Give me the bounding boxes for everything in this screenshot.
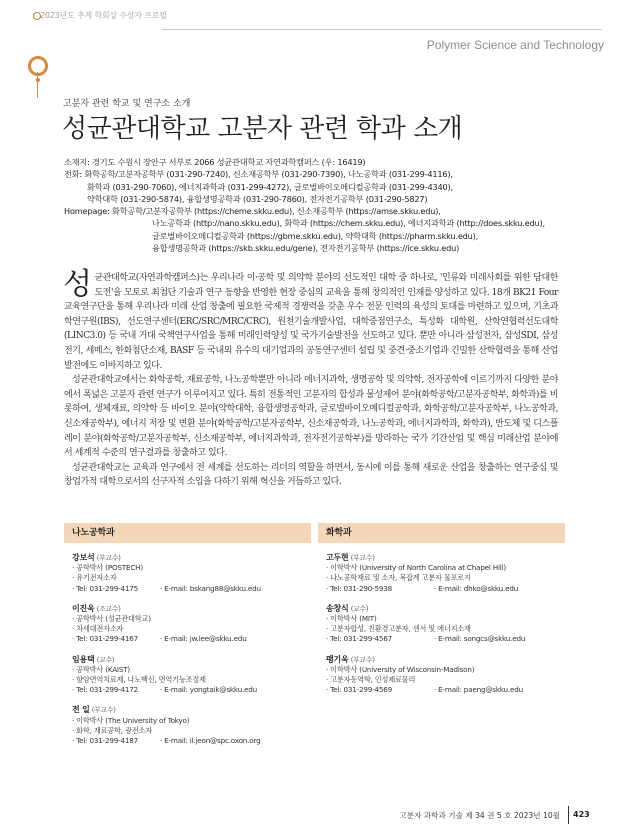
- body-paragraph: 성균관대학교는 교육과 연구에서 전 세계를 선도하는 리더의 역할을 하면서, 동시에 이를 통해 새로운 산업을 창출하는 연구중심 및 창업가적 대학으로서의 선구자적 소임을 다하기 위해 혁신을 거듭하고 있다.: [64, 462, 558, 488]
- faculty-tel: · Tel: 031-299-4569: [326, 685, 392, 695]
- faculty-detail: · 공학박사 (성균관대학교): [72, 614, 151, 624]
- department-section: [318, 523, 565, 695]
- page-number: 423: [573, 810, 590, 819]
- phone-line: 화학과 (031-290-7060), 에너지과학과 (031-299-4272), 글로벌바이오메디컬공학과 (031-299-4340),: [87, 181, 453, 192]
- decorative-ring-icon: [28, 56, 48, 76]
- faculty-role: (조교수): [96, 604, 121, 613]
- department-section: [64, 523, 311, 746]
- faculty-entry: [72, 553, 311, 594]
- faculty-tel: · Tel: 031-299-4567: [326, 634, 392, 644]
- body-paragraph: [63, 267, 558, 373]
- decorative-dot-icon: [36, 78, 40, 82]
- faculty-email: · E-mail: bskang88@skku.edu: [160, 583, 261, 593]
- article-subtitle: 고분자 관련 학교 및 연구소 소개: [63, 99, 191, 109]
- faculty-email: · E-mail: dhko@skku.edu: [434, 583, 519, 593]
- faculty-entry: [72, 705, 311, 746]
- faculty-detail: · 이학박사 (University of Wisconsin-Madison): [326, 664, 475, 674]
- faculty-detail: · 이학박사 (The University of Tokyo): [72, 715, 190, 725]
- faculty-email: · E-mail: il.jeon@spc.oxon.org: [160, 736, 261, 746]
- faculty-tel: · Tel: 031-290-5938: [326, 583, 392, 593]
- faculty-email: · E-mail: paeng@skku.edu: [434, 685, 523, 695]
- faculty-tel: · Tel: 031-299-4172: [72, 685, 138, 695]
- faculty-detail: · 고분자합성, 친환경고분자, 센서 및 에너지소재: [326, 624, 471, 634]
- homepage-line: 나노공학과 (http://nano.skku.edu), 화학과 (https://chem.skku.edu), 에너지과학과 (http://does.skku.edu),: [152, 218, 545, 229]
- drop-cap: 성: [63, 267, 92, 302]
- faculty-name: 고두현: [326, 553, 349, 562]
- footer-divider: [568, 806, 569, 824]
- faculty-tel: · Tel: 031-299-4175: [72, 583, 138, 593]
- faculty-detail: · 고분자동역학, 인성제료물리: [326, 675, 416, 685]
- faculty-email: · E-mail: yongtaik@skku.edu: [160, 685, 257, 695]
- homepage-line: 글로벌바이오메디컬공학과 (https://gbme.skku.edu), 약학대학 (https://pharm.skku.edu),: [152, 230, 479, 241]
- faculty-detail: · 공학박사 (KAIST): [72, 664, 131, 674]
- faculty-entry: [326, 655, 565, 696]
- faculty-entry: [72, 604, 311, 645]
- address: 소재지: 경기도 수원시 장안구 서부로 2066 성균관대학교 자연과학캠퍼스 (우: 16419): [64, 157, 366, 167]
- faculty-email: · E-mail: jw.lee@skku.edu: [160, 634, 247, 644]
- homepage-line: Homepage: 화학공학/고분자공학부 (https://cheme.skku.edu), 신소재공학부 (https://amse.skku.edu),: [64, 206, 441, 217]
- faculty-role: (부교수): [91, 706, 116, 715]
- faculty-detail: · 공학박사 (POSTECH): [72, 563, 143, 573]
- phone-line: 약학대학 (031-290-5874), 융합생명공학과 (031-290-7860), 전자전기공학부 (031-290-5827): [87, 193, 428, 204]
- phone-line: 전화: 화학공학/고분자공학부 (031-290-7240), 신소재공학부 (031-290-7390), 나노공학과 (031-299-4116),: [64, 169, 453, 180]
- article-body: [63, 267, 558, 490]
- faculty-name: 전 일: [72, 705, 90, 715]
- faculty-entry: [326, 604, 565, 645]
- faculty-name: 이진욱: [72, 603, 95, 613]
- faculty-name: 강보석: [72, 553, 95, 562]
- faculty-role: (교수): [96, 655, 115, 664]
- faculty-detail: · 유기전자소자: [72, 573, 117, 583]
- faculty-name: 팽기욱: [326, 654, 349, 664]
- faculty-email: · E-mail: songcs@skku.edu: [434, 634, 526, 644]
- faculty-tel: · Tel: 031-299-4167: [72, 634, 138, 644]
- faculty-detail: · 이학박사 (MIT): [326, 614, 377, 624]
- faculty-name: 임용택: [72, 654, 95, 664]
- contact-info: [64, 156, 584, 254]
- body-paragraph: 성균관대학교에서는 화학공학, 재료공학, 나노공학뿐만 아니라 에너지과학, 생명공학 및 의약학, 전자공학에 이르기까지 다양한 분야에서 폭넓은 고분자 관련 연구가 이루어지고 있다. 특히 전통적인 고분자의 합성과 물성제어 분야(화학공학/고분자공학부, 화학과)를 비롯하여, 생체재료, 의약학 등 바이오 분야(약학대학, 융합생명공학과, 글로벌바이오메디컬공학과, 화학공학/고분자공학부, 나노공학과, 신소재공학부), 에너지 저장 및 변환 분야(화학공학/고분자공학부, 신소재공학과, 나노공학과, 에너지과학과, 화학과), 반도체 및 디스플레이 분야(화학공학/고분자공학부, 신소재공학부, 에너지과학과, 전자전기공학부)를 망라하는 국가 기간산업 및 핵심 미래산업 분야에서 세계적 수준의 연구결과를 창출하고 있다.: [64, 375, 558, 459]
- header-label: 2023년도 추계 학회상 수상자 프로필: [40, 11, 167, 20]
- header-divider: [162, 29, 602, 30]
- faculty-role: (부교수): [350, 554, 375, 562]
- article-title: 성균관대학교 고분자 관련 학과 소개: [62, 114, 463, 144]
- faculty-detail: · 화학, 재료공학, 광전소자: [72, 725, 152, 735]
- faculty-role: (부교수): [96, 554, 121, 562]
- journal-name: Polymer Science and Technology: [426, 38, 604, 52]
- faculty-role: (부교수): [350, 655, 375, 664]
- paragraph-text: 균관대학교(자연과학캠퍼스)는 우리나라 이·공학 및 의약학 분야의 선도적인 대학 중 하나로, '인류와 미래사회를 위한 담대한 도전'을 모토로 최첨단 기술과 연구 동향을 반영한 현장 중심의 교육을 통해 창의적인 인재를 양성하고 있다. 18개 BK21 Four 교육연구단을 통해 우리나라 미래 산업 창출에 필요한 국제적 경쟁력을 갖춘 우수 전문 인력의 육성의 토대를 마련하고 있으며, 기초과학연구원(IBS), 선도연구센터(ERC/SRC/MRC/CRC), 원천기술개발사업, 대학중점연구소, 특성화 대학원, 산학연협력선도대학(LINC3.0) 등 국내 거대 국책연구사업을 통해 미래인력양성 및 국가기술발전을 선도하고 있다. 뿐만 아니라 삼성전자, 삼성SDI, 삼성전기, 세메스, 한화첨단소재, BASF 등 국내외 유수의 대기업과의 공동연구센터 설립 및 중견·중소기업과 긴밀한 산학협력을 통해 산업발전에도 이바지하고 있다.: [64, 273, 558, 371]
- faculty-name: 송창식: [326, 603, 349, 613]
- footer-journal: 고분자 과학과 기술 제 34 권 5 호 2023년 10월: [399, 811, 560, 820]
- faculty-detail: · 이학박사 (University of North Carolina at Chapel Hill): [326, 563, 506, 573]
- faculty-detail: · 나노공학재료 및 소자, 복잡계 고분자 물포로지: [326, 573, 471, 583]
- faculty-role: (교수): [350, 604, 369, 613]
- section-header: 화학과: [318, 523, 565, 543]
- homepage-line: 융합생명공학과 (https://skb.skku.edu/gene), 전자전기공학부 (https://ice.skku.edu): [152, 243, 460, 254]
- faculty-detail: · 차세대전자소자: [72, 624, 124, 634]
- faculty-entry: [326, 553, 565, 594]
- section-header: 나노공학과: [64, 523, 311, 543]
- faculty-detail: · 항암면역치료제, 나노백신, 면역기능조절제: [72, 675, 206, 685]
- faculty-entry: [72, 655, 311, 696]
- decorative-line: [37, 72, 38, 98]
- faculty-tel: · Tel: 031-299-4187: [72, 736, 138, 746]
